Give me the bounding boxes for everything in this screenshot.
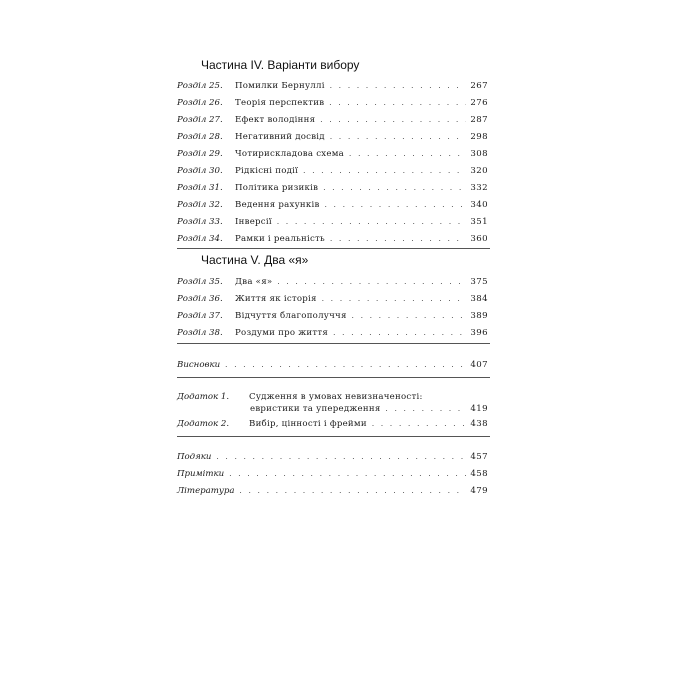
chapter-label: Розділ 25. bbox=[177, 81, 223, 91]
page-number: 438 bbox=[470, 419, 488, 429]
page-number: 340 bbox=[470, 200, 488, 210]
page-number: 320 bbox=[470, 166, 488, 176]
chapter-title: Теорія перспектив bbox=[235, 98, 325, 108]
part-5-title: Частина V. Два «я» bbox=[201, 253, 309, 267]
chapter-title: Рідкісні події bbox=[235, 166, 299, 176]
page-number: 360 bbox=[470, 234, 488, 244]
dot-leader bbox=[325, 198, 467, 212]
dot-leader bbox=[349, 147, 466, 161]
dot-leader bbox=[225, 358, 466, 372]
chapter-label: Розділ 30. bbox=[177, 166, 223, 176]
dot-leader bbox=[330, 130, 467, 144]
chapter-title: Відчуття благополуччя bbox=[235, 311, 347, 321]
appendix-title: Судження в умовах невизначеності: bbox=[249, 392, 423, 402]
appendix-title-continued: евристики та упередження bbox=[250, 404, 381, 414]
chapter-label: Розділ 31. bbox=[177, 183, 223, 193]
toc-entry-37 bbox=[177, 309, 488, 323]
toc-entry-notes bbox=[177, 467, 488, 481]
part-4-title: Частина IV. Варіанти вибору bbox=[201, 58, 360, 72]
section-divider bbox=[177, 343, 490, 344]
toc-entry-28 bbox=[177, 130, 488, 144]
page-number: 298 bbox=[470, 132, 488, 142]
back-matter-label: Література bbox=[177, 486, 235, 496]
chapter-title: Чотирискладова схема bbox=[235, 149, 345, 159]
toc-entry-32 bbox=[177, 198, 488, 212]
chapter-title: Ведення рахунків bbox=[235, 200, 320, 210]
chapter-title: Життя як історія bbox=[235, 294, 317, 304]
chapter-label: Розділ 34. bbox=[177, 234, 223, 244]
toc-entry-29 bbox=[177, 147, 488, 161]
toc-entry-conclusions bbox=[177, 358, 488, 372]
dot-leader bbox=[352, 309, 467, 323]
chapter-label: Розділ 32. bbox=[177, 200, 223, 210]
page-number: 396 bbox=[470, 328, 488, 338]
page-number: 267 bbox=[470, 81, 488, 91]
toc-entry-35 bbox=[177, 275, 488, 289]
chapter-label: Розділ 38. bbox=[177, 328, 223, 338]
dot-leader bbox=[277, 215, 467, 229]
chapter-label: Розділ 36. bbox=[177, 294, 223, 304]
back-matter-label: Примітки bbox=[177, 469, 225, 479]
page-number: 308 bbox=[470, 149, 488, 159]
page-number: 458 bbox=[470, 469, 488, 479]
page-number: 419 bbox=[470, 404, 488, 414]
dot-leader bbox=[320, 113, 466, 127]
page-number: 332 bbox=[470, 183, 488, 193]
toc-entry-25 bbox=[177, 79, 488, 93]
chapter-label: Розділ 26. bbox=[177, 98, 223, 108]
chapter-label: Розділ 29. bbox=[177, 149, 223, 159]
dot-leader bbox=[330, 79, 467, 93]
dot-leader bbox=[322, 292, 467, 306]
appendix-title: Вибір, цінності і фрейми bbox=[249, 419, 367, 429]
toc-entry-31 bbox=[177, 181, 488, 195]
chapter-title: Інверсії bbox=[235, 217, 272, 227]
toc-entry-36 bbox=[177, 292, 488, 306]
dot-leader bbox=[303, 164, 466, 178]
page-number: 351 bbox=[470, 217, 488, 227]
dot-leader bbox=[330, 232, 466, 246]
page-number: 457 bbox=[470, 452, 488, 462]
toc-entry-34 bbox=[177, 232, 488, 246]
dot-leader bbox=[277, 275, 466, 289]
toc-entry-26 bbox=[177, 96, 488, 110]
section-divider bbox=[177, 436, 490, 437]
dot-leader bbox=[216, 450, 466, 464]
page-number: 276 bbox=[470, 98, 488, 108]
chapter-title: Два «я» bbox=[235, 277, 273, 287]
chapter-label: Розділ 37. bbox=[177, 311, 223, 321]
toc-entry-30 bbox=[177, 164, 488, 178]
chapter-title: Ефект володіння bbox=[235, 115, 316, 125]
appendix-label: Додаток 1. bbox=[177, 392, 230, 402]
dot-leader bbox=[240, 484, 467, 498]
toc-entry-appendix-1-line-2 bbox=[250, 402, 488, 416]
chapter-label: Розділ 35. bbox=[177, 277, 223, 287]
conclusions-label: Висновки bbox=[177, 360, 221, 370]
dot-leader bbox=[323, 181, 466, 195]
dot-leader bbox=[372, 417, 467, 431]
chapter-label: Розділ 33. bbox=[177, 217, 223, 227]
chapter-label: Розділ 27. bbox=[177, 115, 223, 125]
page-number: 479 bbox=[470, 486, 488, 496]
toc-entry-references bbox=[177, 484, 488, 498]
page-number: 287 bbox=[470, 115, 488, 125]
toc-entry-33 bbox=[177, 215, 488, 229]
back-matter-label: Подяки bbox=[177, 452, 212, 462]
chapter-title: Роздуми про життя bbox=[235, 328, 329, 338]
chapter-title: Негативний досвід bbox=[235, 132, 325, 142]
page-number: 389 bbox=[470, 311, 488, 321]
chapter-title: Політика ризиків bbox=[235, 183, 319, 193]
section-divider bbox=[177, 377, 490, 378]
page-number: 375 bbox=[470, 277, 488, 287]
dot-leader bbox=[229, 467, 466, 481]
toc-entry-acknowledgements bbox=[177, 450, 488, 464]
page-number: 384 bbox=[470, 294, 488, 304]
section-divider bbox=[177, 248, 490, 249]
chapter-title: Помилки Бернуллі bbox=[235, 81, 325, 91]
dot-leader bbox=[329, 96, 466, 110]
page-number: 407 bbox=[470, 360, 488, 370]
chapter-label: Розділ 28. bbox=[177, 132, 223, 142]
appendix-label: Додаток 2. bbox=[177, 419, 230, 429]
toc-entry-27 bbox=[177, 113, 488, 127]
dot-leader bbox=[386, 402, 467, 416]
dot-leader bbox=[333, 326, 466, 340]
toc-entry-appendix-2 bbox=[177, 417, 488, 431]
toc-entry-38 bbox=[177, 326, 488, 340]
chapter-title: Рамки і реальність bbox=[235, 234, 325, 244]
